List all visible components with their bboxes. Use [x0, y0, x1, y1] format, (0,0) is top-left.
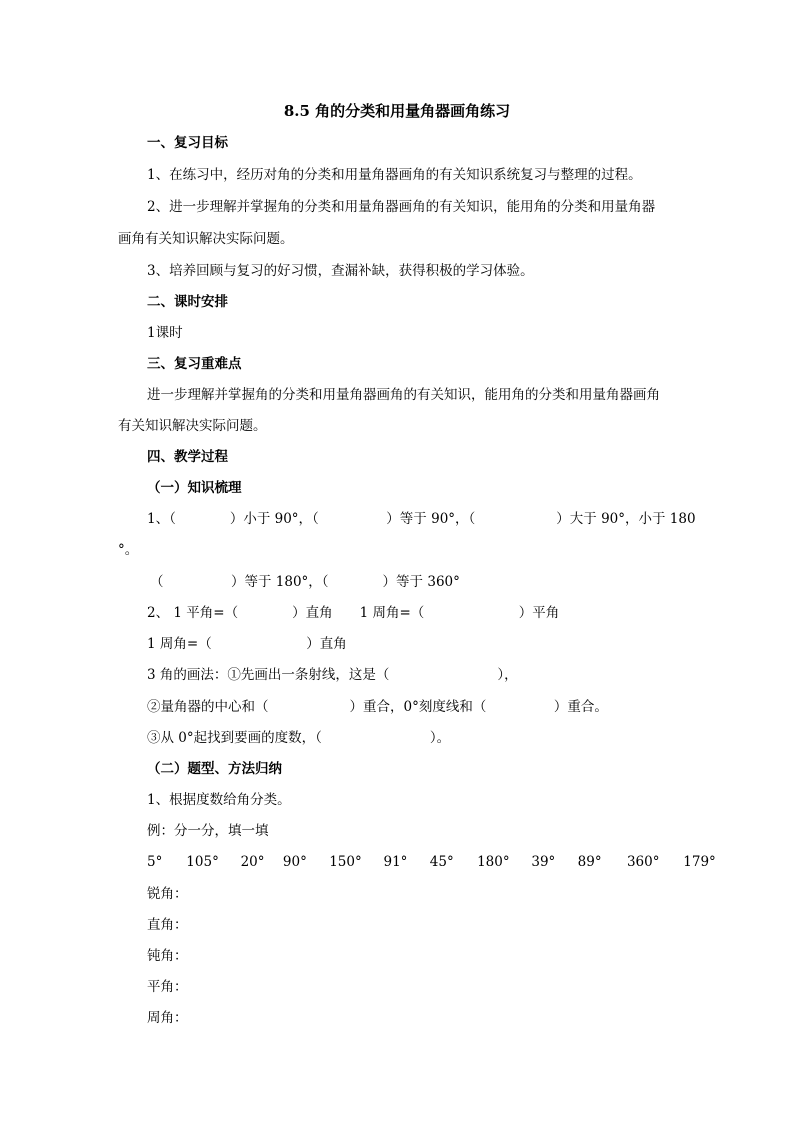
label-obtuse-angle: 钝角：: [147, 948, 188, 964]
goal-2-line1: 2、进一步理解并掌握角的分类和用量角器画角的有关知识，能用角的分类和用量角器: [147, 199, 656, 215]
goal-2-line2: 画角有关知识解决实际问题。: [118, 231, 294, 247]
degree-value: 105°: [186, 854, 219, 870]
degree-value: 39°: [531, 854, 556, 870]
schedule-text: 1课时: [147, 325, 183, 341]
key-points-line2: 有关知识解决实际问题。: [118, 418, 267, 434]
page-title: 8.5 角的分类和用量角器画角练习: [283, 102, 511, 120]
question-1-line3: （ ）等于 180°，（ ）等于 360°: [150, 574, 460, 590]
goal-1: 1、在练习中，经历对角的分类和用量角器画角的有关知识系统复习与整理的过程。: [147, 167, 642, 183]
heading-teaching-process: 四、教学过程: [147, 449, 228, 465]
label-full-angle: 周角：: [147, 1010, 188, 1026]
subheading-knowledge: （一）知识梳理: [147, 480, 242, 496]
label-acute-angle: 锐角：: [147, 886, 188, 902]
question-2-line1: 2、 1 平角=（ ）直角 1 周角=（ ）平角: [147, 605, 560, 621]
degree-list: [147, 853, 794, 871]
question-3-line3: ③从 0°起找到要画的度数，（ ）。: [147, 730, 451, 746]
label-right-angle: 直角：: [147, 917, 188, 933]
degree-value: 20°: [240, 854, 265, 870]
degree-value: 91°: [383, 854, 408, 870]
degree-value: 90°: [282, 854, 307, 870]
degree-value: 360°: [626, 854, 660, 870]
task-example: 例：分一分，填一填: [147, 823, 269, 839]
label-straight-angle: 平角：: [147, 979, 188, 995]
heading-key-points: 三、复习重难点: [147, 356, 242, 372]
task-1: 1、根据度数给角分类。: [147, 792, 291, 808]
question-1-line1: 1、（ ）小于 90°，（ ）等于 90°，（ ）大于 90°，小于 180: [147, 511, 696, 527]
degree-value: 180°: [477, 854, 510, 870]
heading-review-goals: 一、复习目标: [147, 135, 228, 151]
subheading-methods: （二）题型、方法归纳: [147, 761, 282, 777]
degree-value: 179°: [683, 854, 716, 870]
question-3-line2: ②量角器的中心和（ ）重合，0°刻度线和（ ）重合。: [147, 699, 608, 715]
question-1-line2: °。: [118, 542, 139, 558]
key-points-line1: 进一步理解并掌握角的分类和用量角器画角的有关知识，能用角的分类和用量角器画角: [147, 387, 660, 403]
degree-value: 45°: [429, 854, 454, 870]
heading-schedule: 二、课时安排: [147, 294, 228, 310]
goal-3: 3、培养回顾与复习的好习惯，查漏补缺，获得积极的学习体验。: [147, 263, 534, 279]
degree-value: 5°: [147, 854, 163, 870]
question-2-line2: 1 周角=（ ）直角: [147, 636, 347, 652]
degree-value: 89°: [577, 854, 602, 870]
question-3-line1: 3 角的画法：①先画出一条射线，这是（ ），: [147, 667, 518, 683]
degree-value: 150°: [329, 854, 362, 870]
